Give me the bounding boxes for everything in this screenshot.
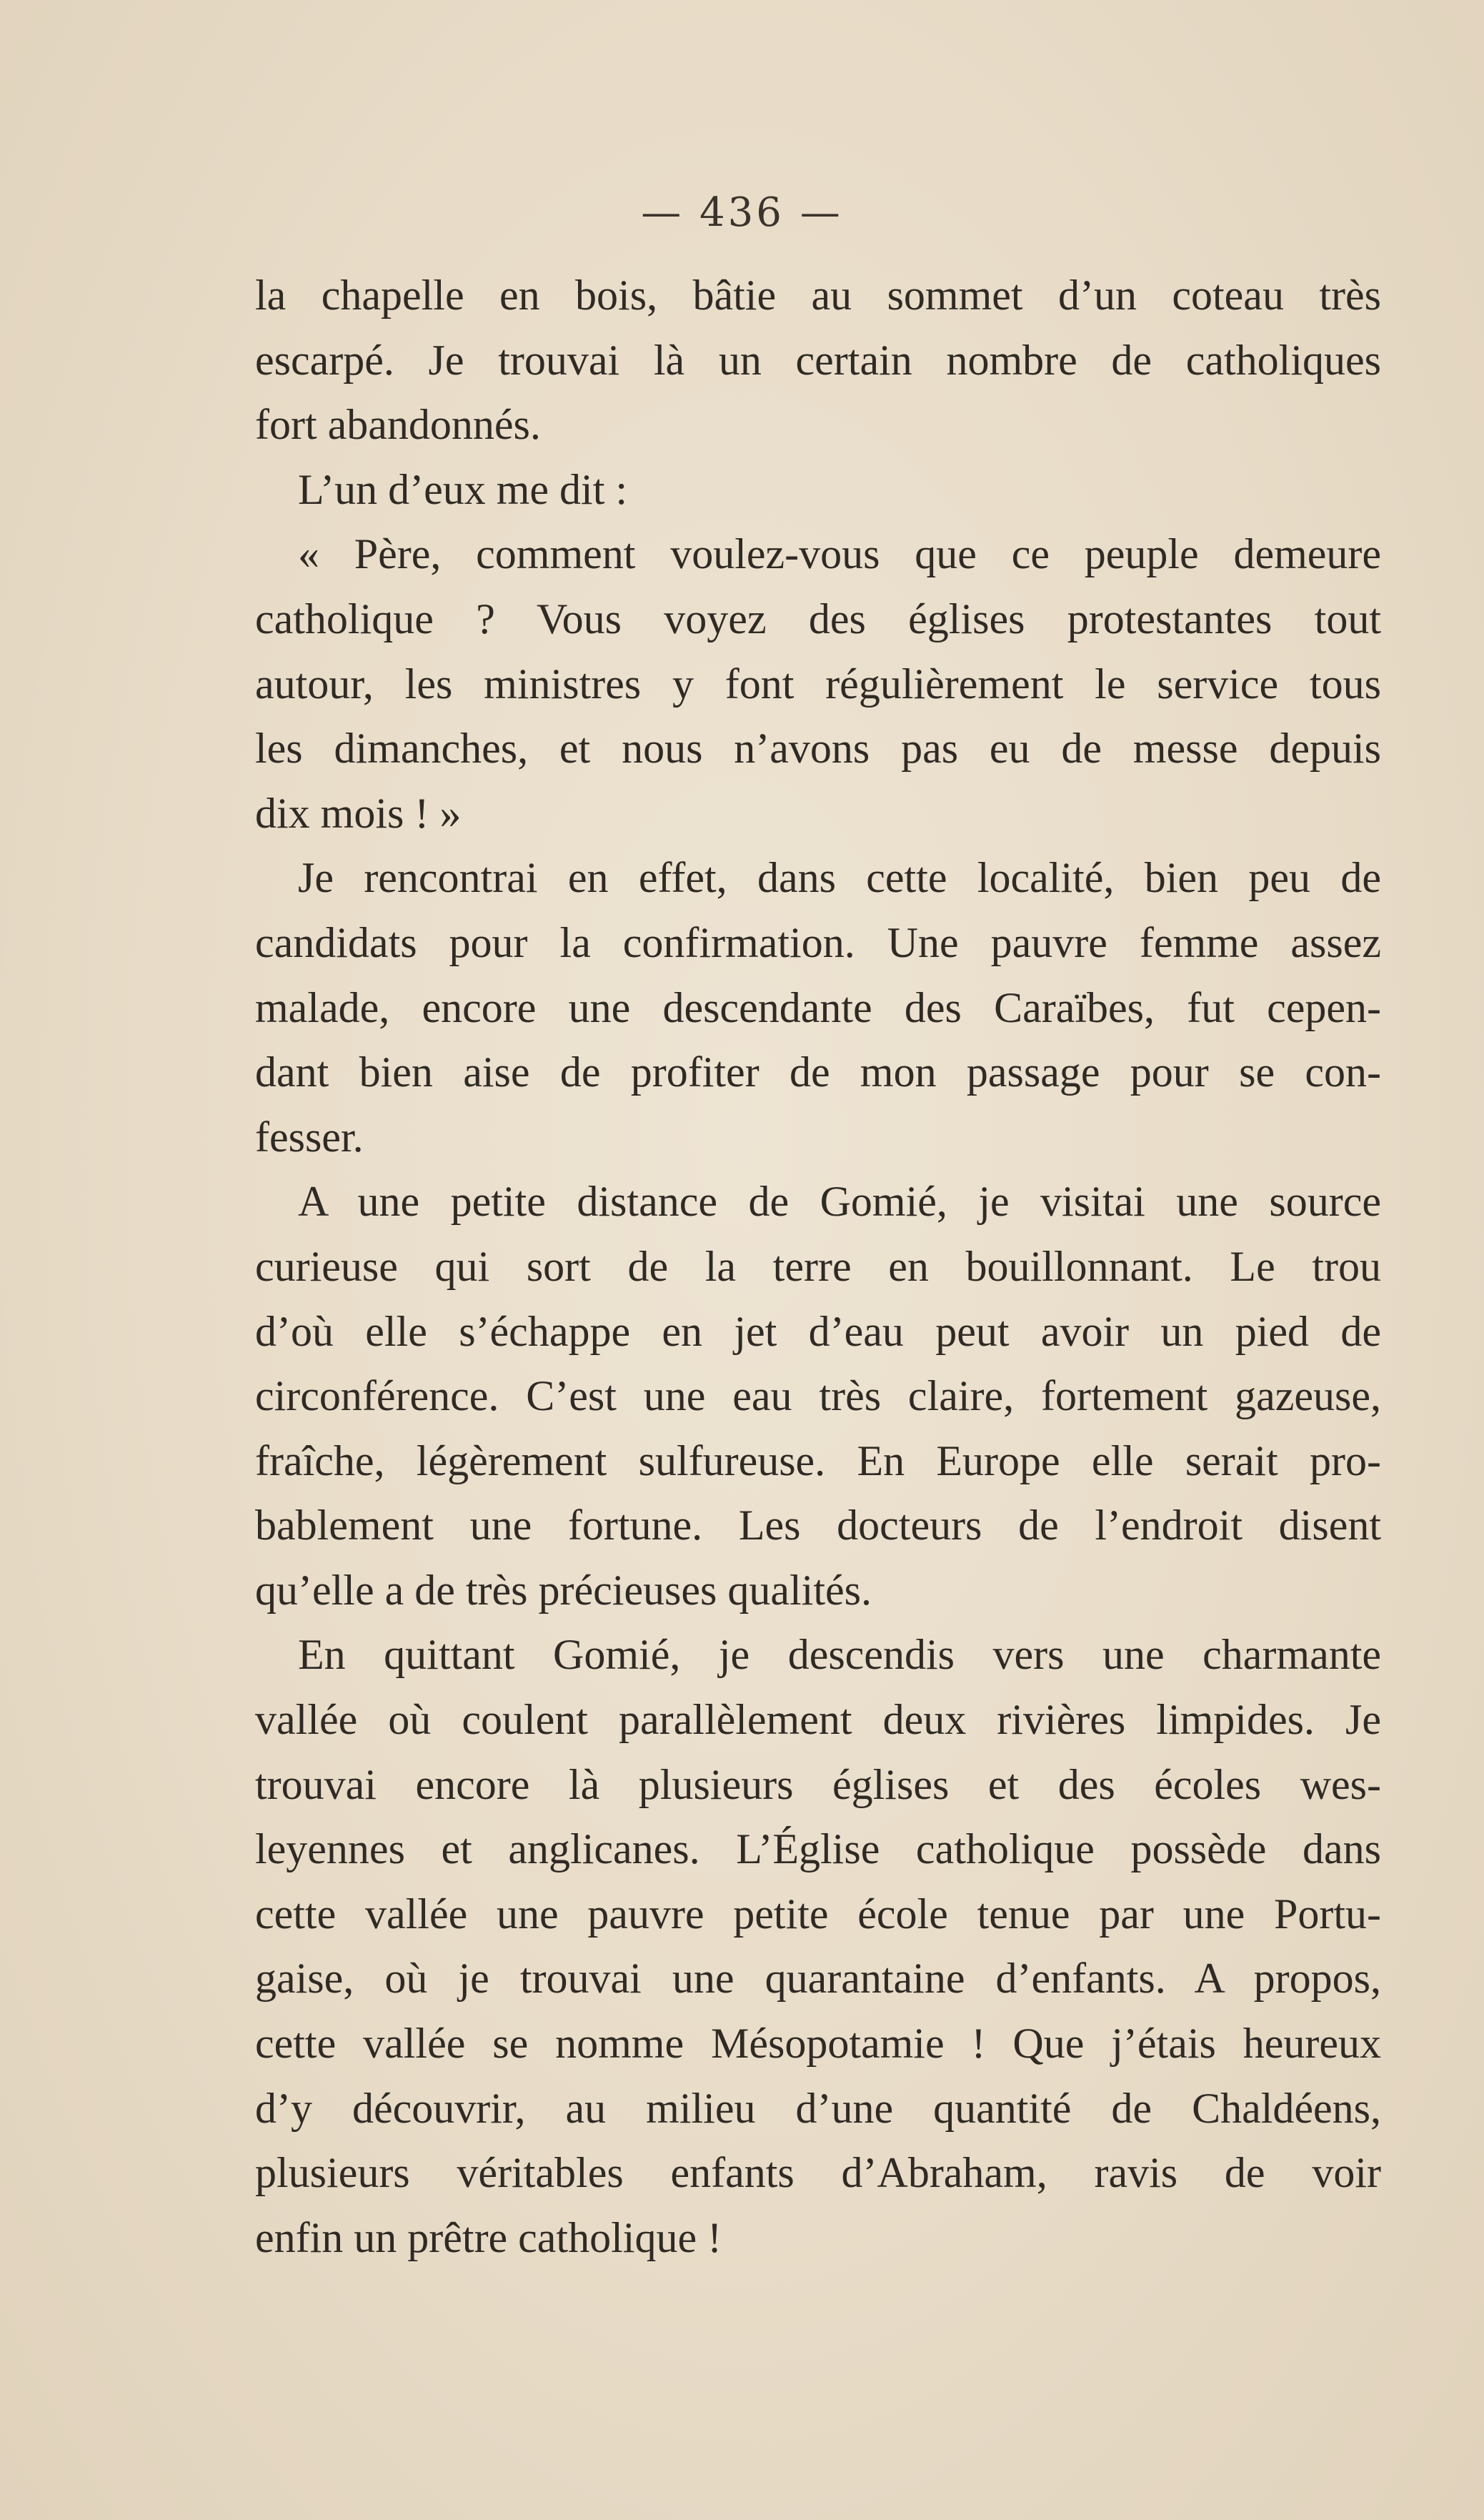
text-line: candidats pour la confirmation. Une pauvre femme assez (255, 918, 1381, 966)
text-line: plusieurs véritables enfants d’Abraham, ravis de voir (255, 2149, 1381, 2197)
text-line: qu’elle a de très précieuses qualités. (255, 1566, 872, 1614)
text-line: cette vallée se nomme Mésopotamie ! Que j’étais heureux (255, 2020, 1381, 2068)
body-text (255, 263, 1381, 2270)
text-line: curieuse qui sort de la terre en bouillonnant. Le trou (255, 1242, 1381, 1290)
text-line: trouvai encore là plusieurs églises et des écoles wes- (255, 1760, 1381, 1808)
text-line: « Père, comment voulez-vous que ce peuple demeure (298, 530, 1381, 578)
text-line: circonférence. C’est une eau très claire, fortement gazeuse, (255, 1372, 1381, 1420)
text-line: L’un d’eux me dit : (298, 465, 628, 513)
text-line: les dimanches, et nous n’avons pas eu de messe depuis (255, 725, 1381, 773)
text-line: dant bien aise de profiter de mon passage pour se con- (255, 1048, 1381, 1096)
page-number: — 436 — (641, 189, 843, 236)
text-line: A une petite distance de Gomié, je visitai une source (298, 1178, 1381, 1226)
text-line: cette vallée une pauvre petite école tenue par une Portu- (255, 1890, 1381, 1938)
text-line: d’où elle s’échappe en jet d’eau peut avoir un pied de (255, 1307, 1381, 1355)
text-line: d’y découvrir, au milieu d’une quantité de Chaldéens, (255, 2084, 1381, 2132)
text-line: bablement une fortune. Les docteurs de l’endroit disent (255, 1502, 1381, 1549)
text-line: malade, encore une descendante des Caraïbes, fut cepen- (255, 983, 1381, 1031)
text-line: fraîche, légèrement sulfureuse. En Europe elle serait pro- (255, 1437, 1381, 1484)
text-line: gaise, où je trouvai une quarantaine d’enfants. A propos, (255, 1955, 1381, 2003)
text-line: dix mois ! » (255, 789, 462, 837)
text-line: enfin un prêtre catholique ! (255, 2213, 722, 2261)
text-line: fort abandonnés. (255, 401, 541, 449)
text-line: Je rencontrai en effet, dans cette localité, bien peu de (298, 854, 1381, 902)
text-line: catholique ? Vous voyez des églises protestantes tout (255, 595, 1381, 643)
text-line: escarpé. Je trouvai là un certain nombre de catholiques (255, 336, 1381, 384)
text-line: vallée où coulent parallèlement deux rivières limpides. Je (255, 1696, 1381, 1744)
text-line: En quittant Gomié, je descendis vers une charmante (298, 1631, 1381, 1679)
text-line: autour, les ministres y font régulièrement le service tous (255, 660, 1381, 708)
text-line: la chapelle en bois, bâtie au sommet d’un coteau très (255, 272, 1381, 319)
text-line: leyennes et anglicanes. L’Église catholique possède dans (255, 1825, 1381, 1873)
text-line: fesser. (255, 1113, 364, 1161)
